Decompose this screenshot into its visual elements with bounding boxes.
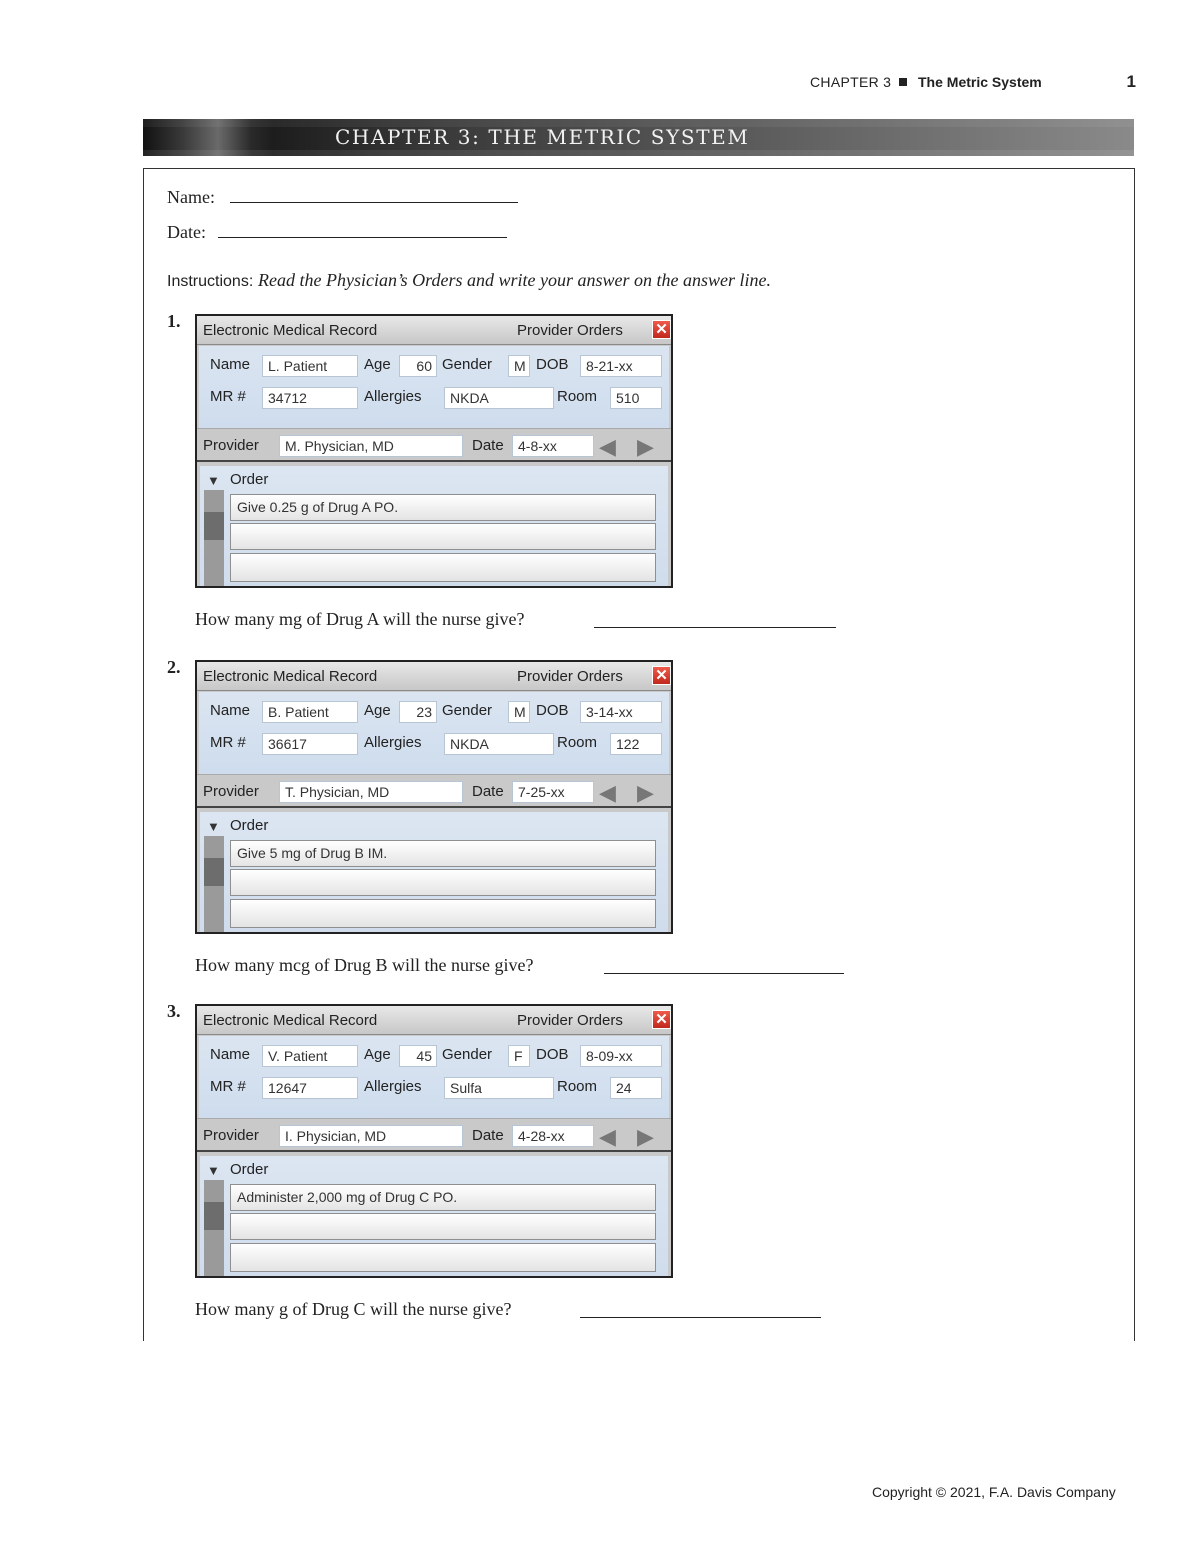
patient-name-field[interactable]: V. Patient [262,1045,358,1067]
provider-field-label: Provider [203,437,259,454]
name-answer-line[interactable] [230,202,518,203]
provider-field[interactable]: M. Physician, MD [279,435,463,457]
order-section [197,1150,671,1278]
allergies-field-label: Allergies [364,734,422,751]
mr-number-field[interactable]: 36617 [262,733,358,755]
close-icon[interactable]: ✕ [652,666,671,685]
gender-field-label: Gender [442,702,493,719]
question-number: 1. [167,311,181,331]
date-label: Date: [167,222,206,242]
room-field-label: Room [557,1078,598,1095]
running-header [810,72,1136,94]
age-field-label: Age [364,702,391,719]
answer-line[interactable] [580,1317,821,1318]
answer-line[interactable] [604,973,844,974]
emr-title-bar [197,1006,671,1035]
provider-field[interactable]: I. Physician, MD [279,1125,463,1147]
order-line[interactable]: Give 5 mg of Drug B IM. [230,840,656,867]
collapse-triangle-icon[interactable]: ▼ [207,1163,220,1178]
order-line[interactable]: Administer 2,000 mg of Drug C PO. [230,1184,656,1211]
banner-stripe [143,150,1134,156]
name-field-label: Name [210,356,251,373]
name-field-label: Name [210,702,251,719]
date-field-label: Date [472,437,504,454]
order-line-empty[interactable] [230,523,656,550]
patient-name-field[interactable]: B. Patient [262,701,358,723]
date-field[interactable]: 4-28-xx [512,1125,594,1147]
gender-field[interactable]: M [508,701,530,723]
mr-field-label: MR # [210,734,246,751]
order-label: Order [230,817,269,834]
provider-field-label: Provider [203,1127,259,1144]
order-line-empty[interactable] [230,869,656,896]
room-field[interactable]: 122 [610,733,662,755]
arrow-left-icon[interactable]: ◀ [599,434,616,459]
dob-field[interactable]: 3-14-xx [580,701,662,723]
instructions [167,270,771,291]
collapse-triangle-icon[interactable]: ▼ [207,473,220,488]
dob-field-label: DOB [536,356,569,373]
emr-title: Electronic Medical Record [203,668,378,685]
arrow-right-icon[interactable]: ▶ [637,780,654,805]
answer-line[interactable] [594,627,836,628]
page-number: 1 [1126,72,1136,91]
room-field[interactable]: 510 [610,387,662,409]
age-field-label: Age [364,356,391,373]
gender-field[interactable]: F [508,1045,530,1067]
running-header-chapter: CHAPTER 3 [810,74,892,90]
dob-field[interactable]: 8-21-xx [580,355,662,377]
emr-title-bar [197,662,671,691]
gender-field[interactable]: M [508,355,530,377]
emr-title: Electronic Medical Record [203,1012,378,1029]
room-field-label: Room [557,388,598,405]
instructions-label: Instructions: [167,273,254,290]
arrow-left-icon[interactable]: ◀ [599,780,616,805]
date-field-label: Date [472,1127,504,1144]
order-panel [200,1156,668,1278]
provider-orders-label: Provider Orders [517,322,623,339]
age-field[interactable]: 60 [399,355,437,377]
close-icon[interactable]: ✕ [652,320,671,339]
age-field-label: Age [364,1046,391,1063]
date-field[interactable]: 7-25-xx [512,781,594,803]
question-text: How many mg of Drug A will the nurse give? [195,609,525,629]
provider-orders-label: Provider Orders [517,668,623,685]
copyright: Copyright © 2021, F.A. Davis Company [872,1484,1116,1500]
question-text: How many mcg of Drug B will the nurse give? [195,955,534,975]
allergies-field[interactable]: Sulfa [444,1077,554,1099]
dob-field-label: DOB [536,1046,569,1063]
gender-field-label: Gender [442,1046,493,1063]
age-field[interactable]: 45 [399,1045,437,1067]
running-header-title: The Metric System [918,74,1042,90]
emr-window [195,314,673,588]
collapse-triangle-icon[interactable]: ▼ [207,819,220,834]
date-field-label: Date [472,783,504,800]
scrollbar-thumb[interactable] [204,512,224,540]
emr-window [195,1004,673,1278]
order-line-empty[interactable] [230,1243,656,1272]
dob-field[interactable]: 8-09-xx [580,1045,662,1067]
arrow-left-icon[interactable]: ◀ [599,1124,616,1149]
mr-number-field[interactable]: 34712 [262,387,358,409]
order-line-empty[interactable] [230,553,656,582]
order-line-empty[interactable] [230,899,656,928]
room-field-label: Room [557,734,598,751]
square-bullet-icon [899,78,907,86]
order-line-empty[interactable] [230,1213,656,1240]
emr-title-bar [197,316,671,345]
room-field[interactable]: 24 [610,1077,662,1099]
chapter-title: CHAPTER 3: THE METRIC SYSTEM [335,125,750,149]
question-number: 2. [167,657,181,677]
order-line[interactable]: Give 0.25 g of Drug A PO. [230,494,656,521]
provider-field-label: Provider [203,783,259,800]
allergies-field[interactable]: NKDA [444,387,554,409]
patient-name-field[interactable]: L. Patient [262,355,358,377]
name-field-label: Name [210,1046,251,1063]
emr-title: Electronic Medical Record [203,322,378,339]
gender-field-label: Gender [442,356,493,373]
allergies-field-label: Allergies [364,1078,422,1095]
close-icon[interactable]: ✕ [652,1010,671,1029]
order-label: Order [230,471,269,488]
mr-field-label: MR # [210,388,246,405]
instructions-text: Read the Physician’s Orders and write your answer on the answer line. [258,270,771,290]
allergies-field-label: Allergies [364,388,422,405]
scrollbar-thumb[interactable] [204,858,224,886]
mr-number-field[interactable]: 12647 [262,1077,358,1099]
chapter-banner [143,119,1134,156]
name-label: Name: [167,187,215,207]
emr-window [195,660,673,934]
scrollbar-thumb[interactable] [204,1202,224,1230]
question-number: 3. [167,1001,181,1021]
mr-field-label: MR # [210,1078,246,1095]
dob-field-label: DOB [536,702,569,719]
date-field[interactable]: 4-8-xx [512,435,594,457]
age-field[interactable]: 23 [399,701,437,723]
order-section [197,460,671,588]
order-section [197,806,671,934]
order-panel [200,812,668,934]
arrow-right-icon[interactable]: ▶ [637,434,654,459]
date-answer-line[interactable] [218,237,507,238]
provider-orders-label: Provider Orders [517,1012,623,1029]
question-text: How many g of Drug C will the nurse give? [195,1299,512,1319]
allergies-field[interactable]: NKDA [444,733,554,755]
order-panel [200,466,668,588]
provider-field[interactable]: T. Physician, MD [279,781,463,803]
arrow-right-icon[interactable]: ▶ [637,1124,654,1149]
order-label: Order [230,1161,269,1178]
